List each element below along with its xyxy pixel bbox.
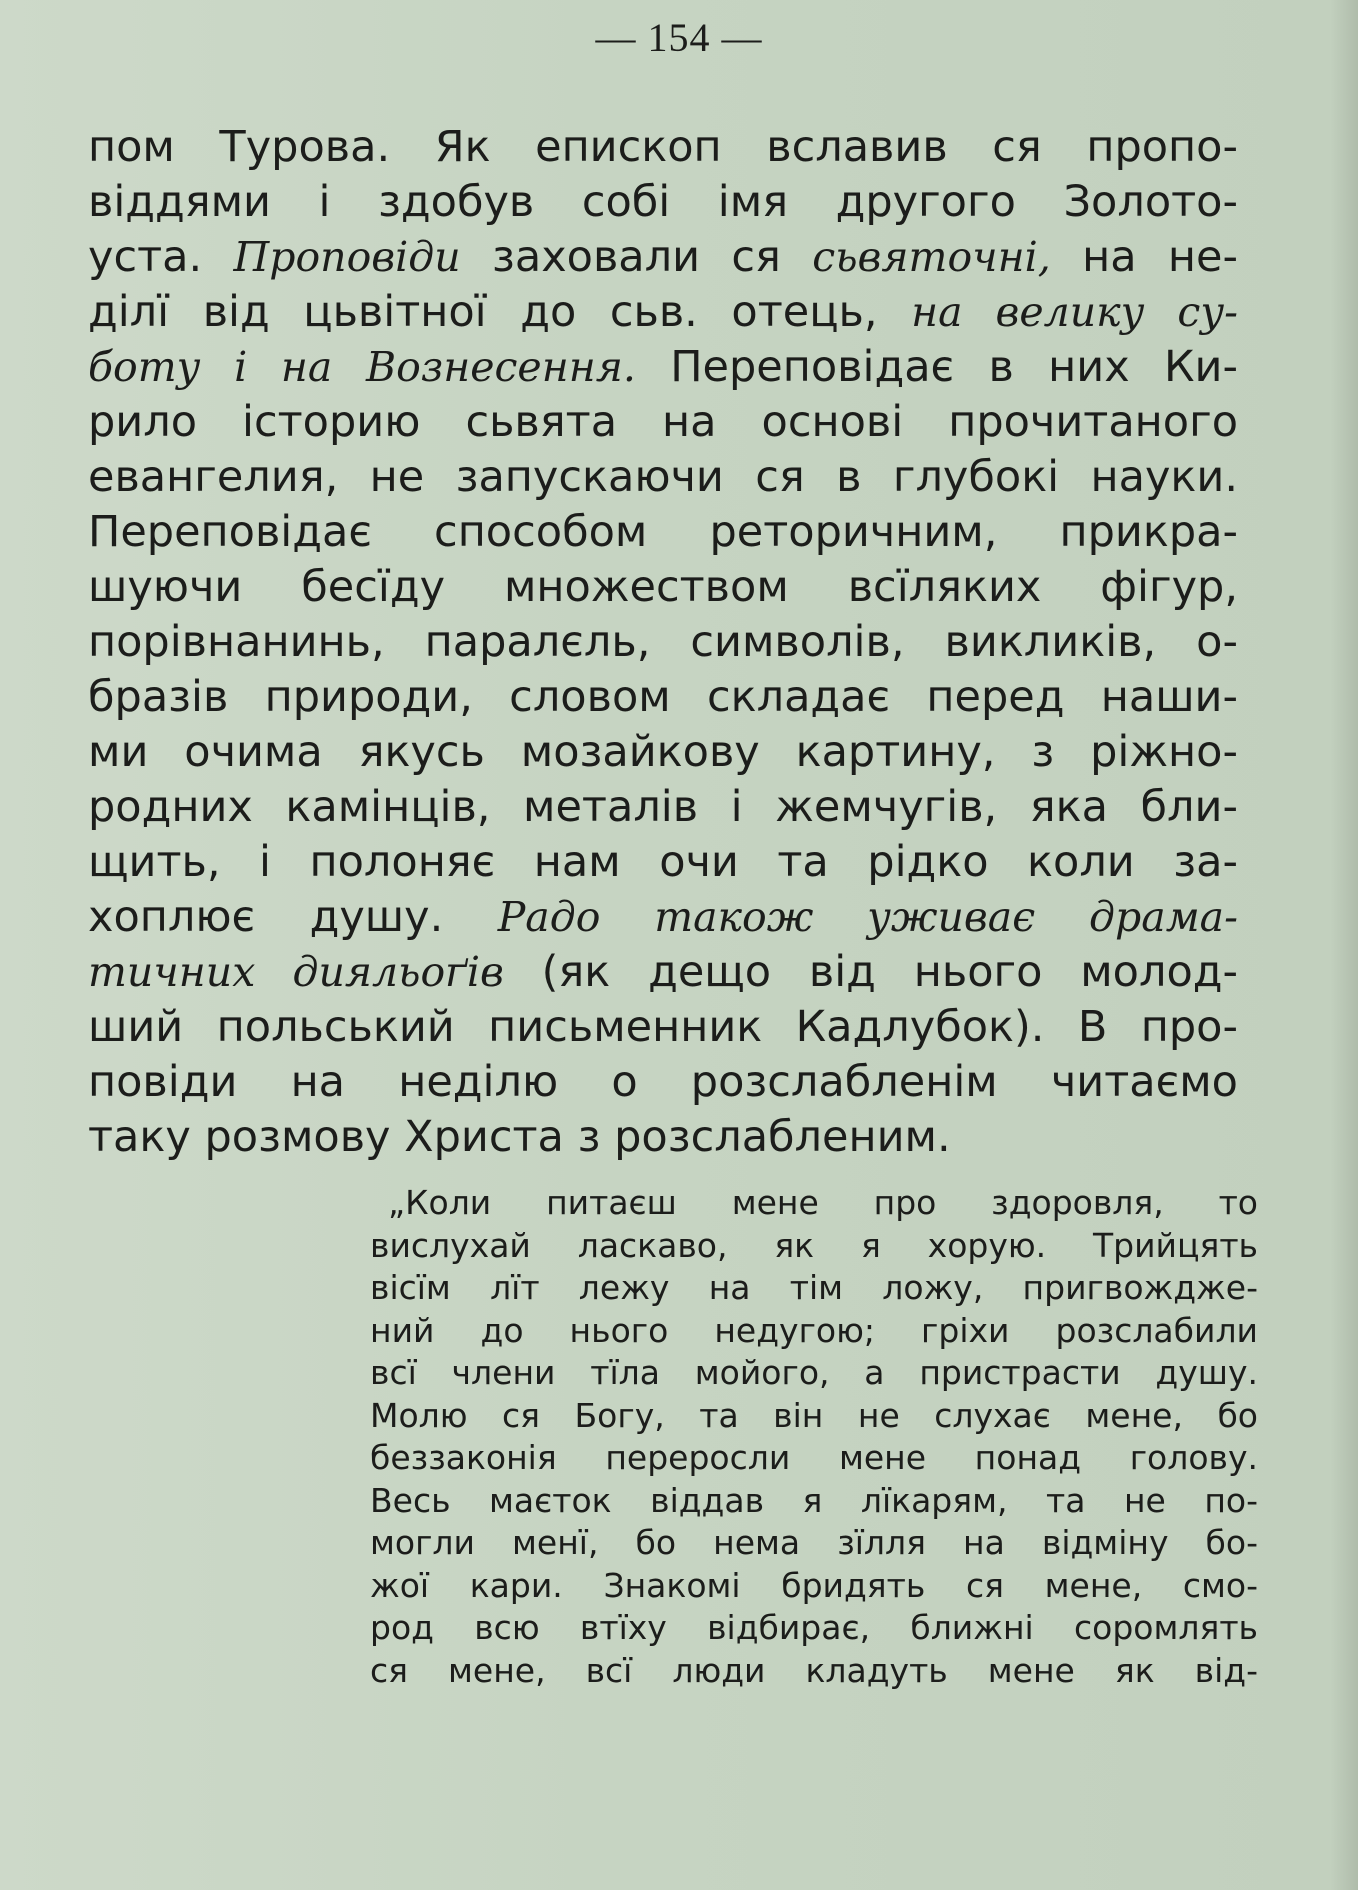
text-run: пом Турова. Як епископ вславив ся пропо-: [88, 122, 1238, 172]
text-line: [88, 175, 1238, 230]
text-line: [88, 285, 1238, 340]
quote-line: ний до нього недугою; гріхи розслабили: [370, 1310, 1258, 1350]
text-run: (як дещо від нього молод-: [503, 947, 1239, 997]
italic-run: боту і на Вознесення.: [88, 343, 636, 391]
text-run: ми очима якусь мозайкову картину, з ріжно-: [88, 727, 1238, 777]
main-paragraph: [88, 120, 1238, 1165]
text-run: на не-: [1050, 232, 1239, 282]
quote-line: род всю втїху відбирає, ближні соромлять: [370, 1608, 1258, 1647]
text-line: [88, 120, 1238, 175]
text-run: хоплює душу.: [88, 892, 498, 942]
italic-run: Радо також уживає драма-: [497, 893, 1238, 941]
quote-line: „Коли питаєш мене про здоровля, то: [388, 1183, 1258, 1222]
text-line: [88, 505, 1238, 560]
text-line: [88, 1055, 1238, 1110]
text-line: [88, 725, 1238, 780]
text-line: [88, 395, 1238, 450]
text-line: [88, 890, 1238, 945]
text-run: щить, і полоняє нам очи та рідко коли за-: [88, 837, 1238, 887]
text-line: [88, 1110, 1238, 1165]
text-run: евангелия, не запускаючи ся в глубокі науки.: [88, 452, 1238, 502]
text-line: [88, 945, 1238, 1000]
text-line: [88, 340, 1238, 395]
text-run: Переповідає способом реторичним, прикра-: [88, 507, 1238, 557]
quote-line: Молю ся Богу, та він не слухає мене, бо: [370, 1395, 1258, 1435]
page-number: — 154 —: [595, 15, 763, 60]
italic-run: на велику су-: [911, 288, 1238, 336]
text-run: ший польський письменник Кадлубок). В про-: [88, 1002, 1238, 1052]
quote-line: жої кари. Знакомі бридять ся мене, смо-: [370, 1565, 1258, 1605]
italic-run: сьвяточні,: [812, 233, 1051, 281]
text-run: таку розмову Христа з розслабленим.: [88, 1112, 951, 1162]
quote-line: вислухай ласкаво, як я хорую. Трийцять: [370, 1225, 1258, 1265]
text-run: родних камінців, металів і жемчугів, яка бли-: [88, 782, 1238, 832]
page-edge-shadow: [1330, 0, 1358, 1890]
text-line: [88, 835, 1238, 890]
text-line: [88, 1000, 1238, 1055]
quote-line: Весь маєток віддав я лїкарям, та не по-: [370, 1480, 1258, 1520]
text-line: [88, 230, 1238, 285]
text-run: порівнанинь, паралєль, символів, викликів, о-: [88, 617, 1238, 667]
italic-run: тичних дияльоґів: [88, 948, 504, 996]
text-run: повіди на неділю о розслабленім читаємо: [88, 1057, 1238, 1107]
text-line: [88, 780, 1238, 835]
text-run: уста.: [88, 232, 234, 282]
text-line: [88, 560, 1238, 615]
text-run: шуючи бесїду множеством всїляких фігур,: [88, 562, 1238, 612]
text-run: рило історию сьвята на основі прочитаного: [88, 397, 1238, 447]
italic-run: Проповіди: [233, 233, 461, 281]
quote-line: всї члени тїла мойого, а пристрасти душу.: [370, 1353, 1258, 1392]
text-run: бразів природи, словом складає перед наши-: [88, 672, 1238, 722]
quote-line: беззаконія переросли мене понад голову.: [370, 1438, 1258, 1477]
quotation-block: [370, 1182, 1258, 1692]
text-line: [88, 670, 1238, 725]
text-run: Переповідає в них Ки-: [635, 342, 1238, 392]
text-line: [88, 615, 1238, 670]
text-line: [88, 450, 1238, 505]
text-run: заховали ся: [460, 232, 813, 282]
text-run: ділї від цьвітної до сьв. отець,: [88, 287, 912, 337]
quote-line: вісїм лїт лежу на тім ложу, пригвожджe-: [370, 1268, 1258, 1307]
text-run: віддями і здобув собі імя другого Золото-: [88, 177, 1238, 227]
quote-line: ся мене, всї люди кладуть мене як від-: [370, 1650, 1258, 1690]
quote-line: могли менї, бо нема зїлля на відміну бо-: [370, 1523, 1258, 1562]
